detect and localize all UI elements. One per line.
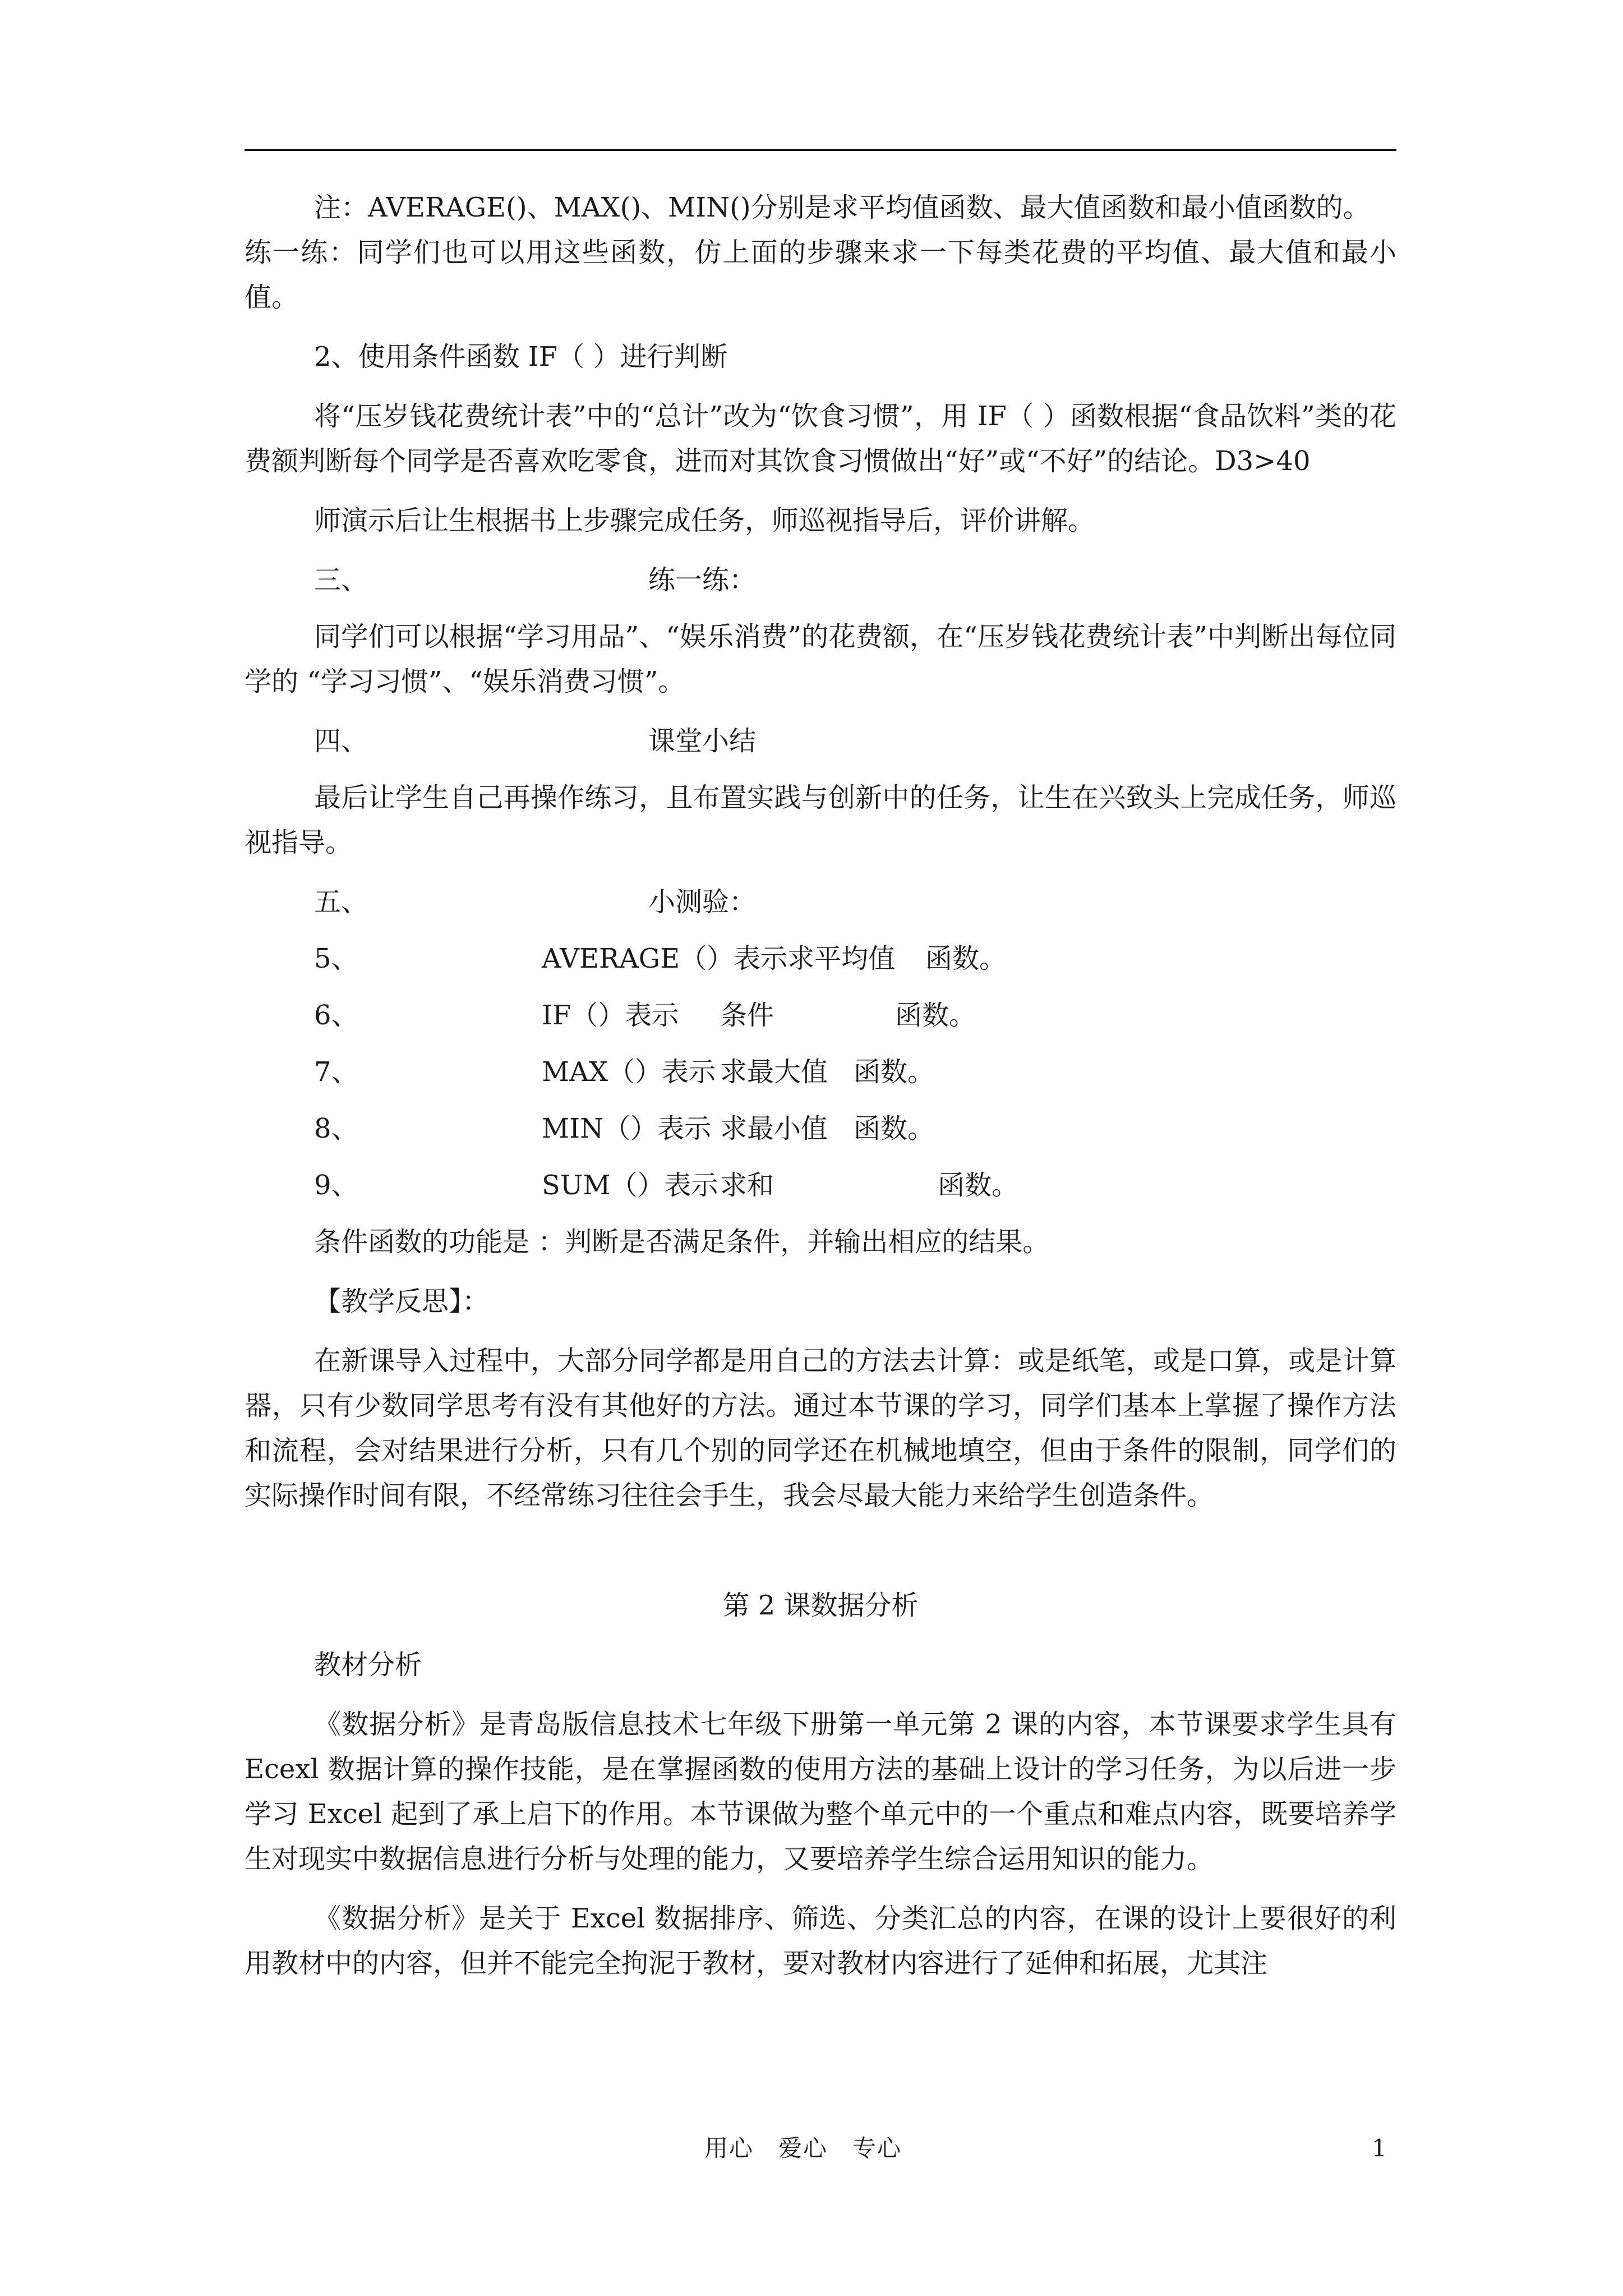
reflection-paragraph: 在新课导入过程中，大部分同学都是用自己的方法去计算：或是纸笔，或是口算，或是计算器，只有少数同学思考有没有其他好的方法。通过本节课的学习，同学们基本上掌握了操作方法和流程，会对结果进行分析，只有几个别的同学还在机械地填空，但由于条件的限制，同学们的实际操作时间有限，不经常练习往往会手生，我会尽最大能力来给学生创造条件。: [245, 1345, 1396, 1511]
quiz-item: [245, 936, 1396, 981]
reflection-heading: 【教学反思】：: [314, 1286, 490, 1317]
quiz-function: MIN（）表示: [542, 1113, 712, 1144]
material-paragraph-2: 《数据分析》是关于 Excel 数据排序、筛选、分类汇总的内容，在课的设计上要很好的利用教材中的内容，但并不能完全拘泥于教材，要对教材内容进行了延伸和拓展，尤其注: [245, 1903, 1396, 1979]
page-number: 1: [1372, 2134, 1387, 2162]
quiz-tail: 函数。: [938, 1170, 1019, 1201]
section-title: 小测验：: [648, 886, 757, 918]
section-number: 五、: [314, 886, 368, 918]
quiz-number: 6、: [314, 1000, 358, 1031]
if-function-paragraph: 将“压岁钱花费统计表”中的“总计”改为“饮食习惯”，用 IF（ ）函数根据“食品饮料”类的花费额判断每个同学是否喜欢吃零食，进而对其饮食习惯做出“好”或“不好”的结论。D3>40: [245, 401, 1396, 477]
page-body: [245, 185, 1396, 2000]
quiz-function: MAX（）表示: [542, 1056, 716, 1088]
quiz-tail: 函数。: [854, 1113, 935, 1144]
quiz-number: 5、: [314, 943, 358, 974]
section-heading-practice: [245, 558, 1396, 602]
spacer: [245, 1533, 1396, 1583]
practice-task-paragraph: 同学们可以根据“学习用品”、“娱乐消费”的花费额，在“压岁钱花费统计表”中判断出每位同学的 “学习习惯”、“娱乐消费习惯”。: [245, 621, 1396, 697]
footer-motto: 用心 爱心 专心: [704, 2134, 902, 2162]
quiz-function: SUM（）表示: [542, 1170, 718, 1201]
section-heading-quiz: [245, 880, 1396, 924]
quiz-answer: 求最大值: [720, 1056, 828, 1088]
summary-paragraph: 最后让学生自己再操作练习，且布置实践与创新中的任务，让生在兴致头上完成任务，师巡视指导。: [245, 782, 1396, 858]
quiz-answer: 求最小值: [720, 1113, 828, 1144]
practice-paragraph: 练一练：同学们也可以用这些函数，仿上面的步骤来求一下每类花费的平均值、最大值和最小值。: [245, 237, 1396, 313]
header-rule: [245, 149, 1396, 151]
condition-note: 条件函数的功能是 ：判断是否满足条件，并输出相应的结果。: [314, 1226, 1050, 1258]
quiz-answer: 求和: [720, 1170, 774, 1201]
material-heading: 教材分析: [314, 1649, 422, 1681]
section-heading-summary: [245, 719, 1396, 763]
quiz-item: [245, 1050, 1396, 1094]
if-function-heading: 2、使用条件函数 IF（ ）进行判断: [314, 341, 728, 372]
section-title: 练一练：: [648, 564, 757, 596]
quiz-function: AVERAGE（）表示求平均值: [542, 943, 896, 974]
note-paragraph: 注：AVERAGE()、MAX()、MIN()分别是求平均值函数、最大值函数和最小值函数的。: [314, 192, 1370, 223]
quiz-number: 7、: [314, 1056, 358, 1088]
quiz-function: IF（）表示: [542, 1000, 679, 1031]
demo-paragraph: 师演示后让生根据书上步骤完成任务，师巡视指导后，评价讲解。: [314, 505, 1095, 536]
quiz-number: 8、: [314, 1113, 358, 1144]
quiz-item: [245, 1106, 1396, 1151]
quiz-item: [245, 993, 1396, 1038]
material-paragraph-1: 《数据分析》是青岛版信息技术七年级下册第一单元第 2 课的内容，本节课要求学生具有 Ecexl 数据计算的操作技能，是在掌握函数的使用方法的基础上设计的学习任务，为以后进一步学习 Excel 起到了承上启下的作用。本节课做为整个单元中的一个重点和难点内容，既要培养学生对现实中数据信息进行分析与处理的能力，又要培养学生综合运用知识的能力。: [245, 1709, 1396, 1875]
lesson-title: 第 2 课数据分析: [722, 1590, 919, 1621]
quiz-tail: 函数。: [854, 1056, 935, 1088]
quiz-item: [245, 1163, 1396, 1208]
section-title: 课堂小结: [648, 725, 757, 757]
section-number: 四、: [314, 725, 368, 757]
quiz-tail: 函数。: [895, 1000, 976, 1031]
quiz-number: 9、: [314, 1170, 358, 1201]
quiz-answer: 条件: [720, 1000, 774, 1031]
quiz-tail: 函数。: [925, 943, 1007, 974]
section-number: 三、: [314, 564, 368, 596]
